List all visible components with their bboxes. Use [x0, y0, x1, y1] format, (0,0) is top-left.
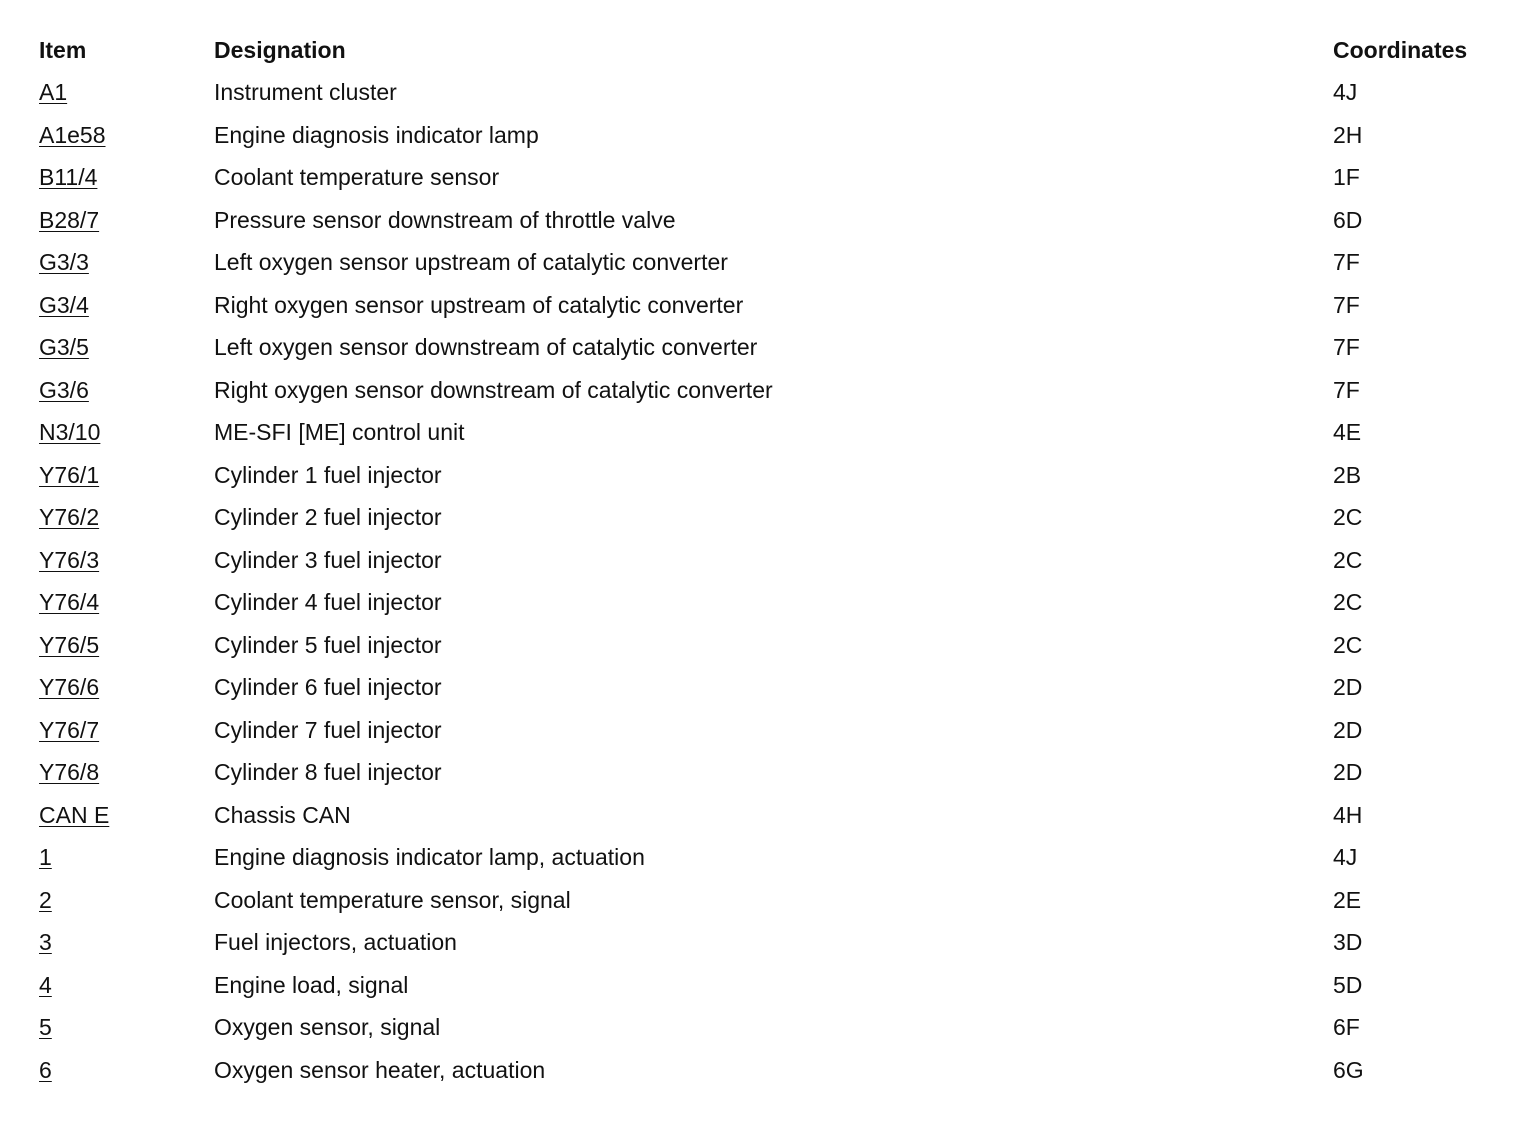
- coordinates-text: 2D: [1333, 674, 1363, 700]
- header-designation: Designation: [214, 37, 346, 63]
- table-row: [0, 842, 1520, 872]
- designation-text: Oxygen sensor, signal: [214, 1014, 441, 1040]
- table-row: [0, 332, 1520, 362]
- designation-text: Oxygen sensor heater, actuation: [214, 1057, 546, 1083]
- table-row: [0, 290, 1520, 320]
- coordinates-text: 4J: [1333, 844, 1358, 870]
- table-row: [0, 460, 1520, 490]
- table-row: [0, 885, 1520, 915]
- item-link[interactable]: B11/4: [39, 164, 98, 190]
- table-row: [0, 715, 1520, 745]
- table-row: [0, 162, 1520, 192]
- designation-text: Cylinder 8 fuel injector: [214, 759, 442, 785]
- designation-text: Cylinder 6 fuel injector: [214, 674, 442, 700]
- coordinates-text: 6D: [1333, 207, 1363, 233]
- designation-text: Coolant temperature sensor, signal: [214, 887, 571, 913]
- table-header: [0, 35, 1520, 65]
- coordinates-text: 2H: [1333, 122, 1363, 148]
- coordinates-text: 2B: [1333, 462, 1362, 488]
- designation-text: Chassis CAN: [214, 802, 351, 828]
- coordinates-text: 4J: [1333, 79, 1358, 105]
- table-row: [0, 587, 1520, 617]
- item-link[interactable]: Y76/4: [39, 589, 100, 615]
- item-link[interactable]: G3/3: [39, 249, 89, 275]
- item-link[interactable]: Y76/6: [39, 674, 100, 700]
- item-link[interactable]: Y76/3: [39, 547, 100, 573]
- item-link[interactable]: B28/7: [39, 207, 100, 233]
- table-row: [0, 630, 1520, 660]
- item-link[interactable]: 2: [39, 887, 52, 913]
- table-row: [0, 800, 1520, 830]
- coordinates-text: 3D: [1333, 929, 1363, 955]
- item-link[interactable]: Y76/8: [39, 759, 100, 785]
- designation-text: Cylinder 2 fuel injector: [214, 504, 442, 530]
- coordinates-text: 6G: [1333, 1057, 1364, 1083]
- table-row: [0, 205, 1520, 235]
- table-row: [0, 757, 1520, 787]
- table-row: [0, 970, 1520, 1000]
- item-link[interactable]: G3/4: [39, 292, 89, 318]
- table-row: [0, 672, 1520, 702]
- designation-text: Fuel injectors, actuation: [214, 929, 457, 955]
- table-row: [0, 120, 1520, 150]
- coordinates-text: 5D: [1333, 972, 1363, 998]
- coordinates-text: 2C: [1333, 589, 1363, 615]
- item-link[interactable]: 1: [39, 844, 52, 870]
- table-row: [0, 417, 1520, 447]
- designation-text: Instrument cluster: [214, 79, 397, 105]
- designation-text: Cylinder 1 fuel injector: [214, 462, 442, 488]
- coordinates-text: 6F: [1333, 1014, 1360, 1040]
- designation-text: ME-SFI [ME] control unit: [214, 419, 465, 445]
- designation-text: Right oxygen sensor upstream of catalytic converter: [214, 292, 744, 318]
- item-link[interactable]: Y76/7: [39, 717, 100, 743]
- coordinates-text: 2E: [1333, 887, 1362, 913]
- table-row: [0, 927, 1520, 957]
- designation-text: Engine load, signal: [214, 972, 409, 998]
- coordinates-text: 1F: [1333, 164, 1360, 190]
- item-link[interactable]: A1: [39, 79, 68, 105]
- item-link[interactable]: G3/5: [39, 334, 89, 360]
- designation-text: Cylinder 4 fuel injector: [214, 589, 442, 615]
- item-link[interactable]: 6: [39, 1057, 52, 1083]
- coordinates-text: 7F: [1333, 249, 1360, 275]
- item-link[interactable]: 4: [39, 972, 52, 998]
- coordinates-text: 2C: [1333, 632, 1363, 658]
- designation-text: Coolant temperature sensor: [214, 164, 500, 190]
- table-row: [0, 375, 1520, 405]
- item-link[interactable]: Y76/2: [39, 504, 100, 530]
- designation-text: Right oxygen sensor downstream of catalytic converter: [214, 377, 773, 403]
- table-row: [0, 545, 1520, 575]
- coordinates-text: 2C: [1333, 504, 1363, 530]
- coordinates-text: 7F: [1333, 334, 1360, 360]
- header-item: Item: [39, 37, 87, 63]
- designation-text: Cylinder 3 fuel injector: [214, 547, 442, 573]
- coordinates-text: 4E: [1333, 419, 1362, 445]
- coordinates-text: 7F: [1333, 292, 1360, 318]
- coordinates-text: 2D: [1333, 759, 1363, 785]
- coordinates-text: 2C: [1333, 547, 1363, 573]
- header-coordinates: Coordinates: [1333, 37, 1468, 63]
- table-row: [0, 1055, 1520, 1085]
- coordinates-text: 2D: [1333, 717, 1363, 743]
- item-link[interactable]: A1e58: [39, 122, 106, 148]
- item-link[interactable]: 3: [39, 929, 52, 955]
- designation-text: Cylinder 7 fuel injector: [214, 717, 442, 743]
- designation-text: Pressure sensor downstream of throttle valve: [214, 207, 676, 233]
- item-link[interactable]: Y76/1: [39, 462, 100, 488]
- designation-text: Cylinder 5 fuel injector: [214, 632, 442, 658]
- coordinates-text: 4H: [1333, 802, 1363, 828]
- item-link[interactable]: Y76/5: [39, 632, 100, 658]
- designation-text: Engine diagnosis indicator lamp, actuation: [214, 844, 645, 870]
- table-row: [0, 1012, 1520, 1042]
- coordinates-text: 7F: [1333, 377, 1360, 403]
- item-link[interactable]: N3/10: [39, 419, 101, 445]
- designation-text: Engine diagnosis indicator lamp: [214, 122, 539, 148]
- table-row: [0, 502, 1520, 532]
- item-link[interactable]: CAN E: [39, 802, 110, 828]
- designation-text: Left oxygen sensor upstream of catalytic converter: [214, 249, 728, 275]
- item-link[interactable]: G3/6: [39, 377, 89, 403]
- table-row: [0, 247, 1520, 277]
- designation-text: Left oxygen sensor downstream of catalytic converter: [214, 334, 758, 360]
- table-row: [0, 77, 1520, 107]
- item-link[interactable]: 5: [39, 1014, 52, 1040]
